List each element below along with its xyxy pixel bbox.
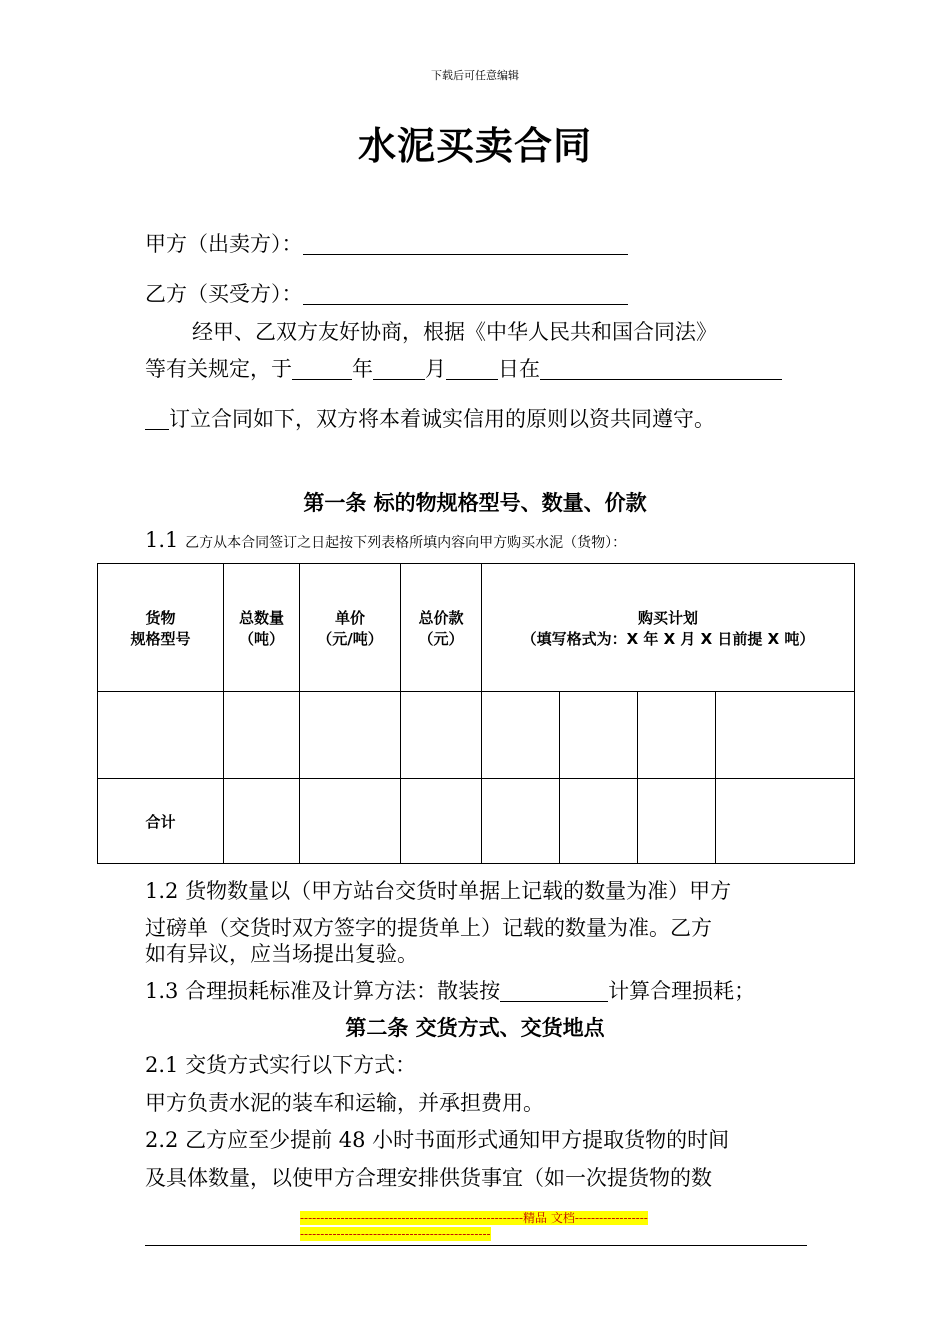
clause-2-2-line-2: 及具体数量，以使甲方合理安排供货事宜（如一次提货物的数 xyxy=(145,1166,712,1190)
table-cell[interactable] xyxy=(560,779,638,864)
footer-rule xyxy=(145,1245,807,1246)
table-cell[interactable] xyxy=(224,779,300,864)
table-cell[interactable] xyxy=(716,692,855,779)
page-title: 水泥买卖合同 xyxy=(357,123,592,168)
table-cell[interactable] xyxy=(482,779,560,864)
table-cell[interactable] xyxy=(224,692,300,779)
table-sum-row xyxy=(98,779,855,864)
month-label: 月 xyxy=(425,357,446,381)
table-cell[interactable] xyxy=(401,779,482,864)
place-blank[interactable] xyxy=(540,357,782,380)
intro-line-3 xyxy=(145,403,715,433)
footer-watermark: -------------------------------------------------------精品 文档----------------------------------------------------------------- xyxy=(300,1211,648,1241)
party-a-line xyxy=(145,228,628,258)
month-blank[interactable] xyxy=(373,357,425,380)
intro-prefix: 等有关规定，于 xyxy=(145,357,292,381)
year-label: 年 xyxy=(352,357,373,381)
header-note: 下载后可任意编辑 xyxy=(431,69,519,82)
header-goods: 货物 规格型号 xyxy=(98,564,224,692)
party-a-label: 甲方（出卖方）： xyxy=(145,232,303,256)
table-cell[interactable] xyxy=(560,692,638,779)
party-b-blank[interactable] xyxy=(303,282,628,305)
article-1-title: 第一条 标的物规格型号、数量、价款 xyxy=(303,490,647,515)
clause-1-1 xyxy=(145,528,626,552)
header-quantity: 总数量 （吨） xyxy=(224,564,300,692)
clause-1-3-text: 1.3 合理损耗标准及计算方法：散装按 xyxy=(145,979,501,1003)
sum-label: 合计 xyxy=(98,779,224,864)
header-unit-price: 单价 （元/吨） xyxy=(300,564,401,692)
intro-text-3: 订立合同如下，双方将本着诚实信用的原则以资共同遵守。 xyxy=(169,407,715,431)
clause-1-2-line-3: 如有异议，应当场提出复验。 xyxy=(145,942,418,966)
intro-line-2 xyxy=(145,353,782,383)
party-a-blank[interactable] xyxy=(303,232,628,255)
clause-1-1-num: 1.1 xyxy=(145,528,179,552)
day-blank[interactable] xyxy=(446,357,498,380)
clause-2-1: 2.1 交货方式实行以下方式： xyxy=(145,1053,417,1077)
header-total-price: 总价款 （元） xyxy=(401,564,482,692)
place-blank-cont[interactable] xyxy=(145,407,169,430)
clause-2-2-line-1: 2.2 乙方应至少提前 48 小时书面形式通知甲方提取货物的时间 xyxy=(145,1128,730,1152)
clause-1-3-suffix: 计算合理损耗； xyxy=(608,979,756,1003)
table-header-row xyxy=(98,564,855,692)
header-purchase-plan: 购买计划 （填写格式为：X 年 X 月 X 日前提 X 吨） xyxy=(482,564,855,692)
clause-1-3 xyxy=(145,975,755,1005)
year-blank[interactable] xyxy=(292,357,352,380)
table-cell[interactable] xyxy=(638,779,716,864)
table-cell[interactable] xyxy=(300,779,401,864)
table-cell[interactable] xyxy=(638,692,716,779)
clause-1-2-line-1: 1.2 货物数量以（甲方站台交货时单据上记载的数量为准）甲方 xyxy=(145,879,732,903)
table-cell[interactable] xyxy=(300,692,401,779)
article-2-title: 第二条 交货方式、交货地点 xyxy=(345,1015,605,1040)
table-row xyxy=(98,692,855,779)
clause-1-2-line-2: 过磅单（交货时双方签字的提货单上）记载的数量为准。乙方 xyxy=(145,916,712,940)
table-cell[interactable] xyxy=(401,692,482,779)
table-cell[interactable] xyxy=(482,692,560,779)
table-cell[interactable] xyxy=(98,692,224,779)
loss-blank[interactable] xyxy=(500,979,608,1002)
intro-line-1: 经甲、乙双方友好协商，根据《中华人民共和国合同法》 xyxy=(192,320,717,344)
clause-1-1-text: 乙方从本合同签订之日起按下列表格所填内容向甲方购买水泥（货物）： xyxy=(185,535,627,551)
clause-2-1-b: 甲方负责水泥的装车和运输，并承担费用。 xyxy=(145,1091,544,1115)
party-b-line xyxy=(145,278,628,308)
party-b-label: 乙方（买受方）： xyxy=(145,282,303,306)
goods-table xyxy=(97,563,855,864)
day-label: 日在 xyxy=(498,357,540,381)
table-cell[interactable] xyxy=(716,779,855,864)
